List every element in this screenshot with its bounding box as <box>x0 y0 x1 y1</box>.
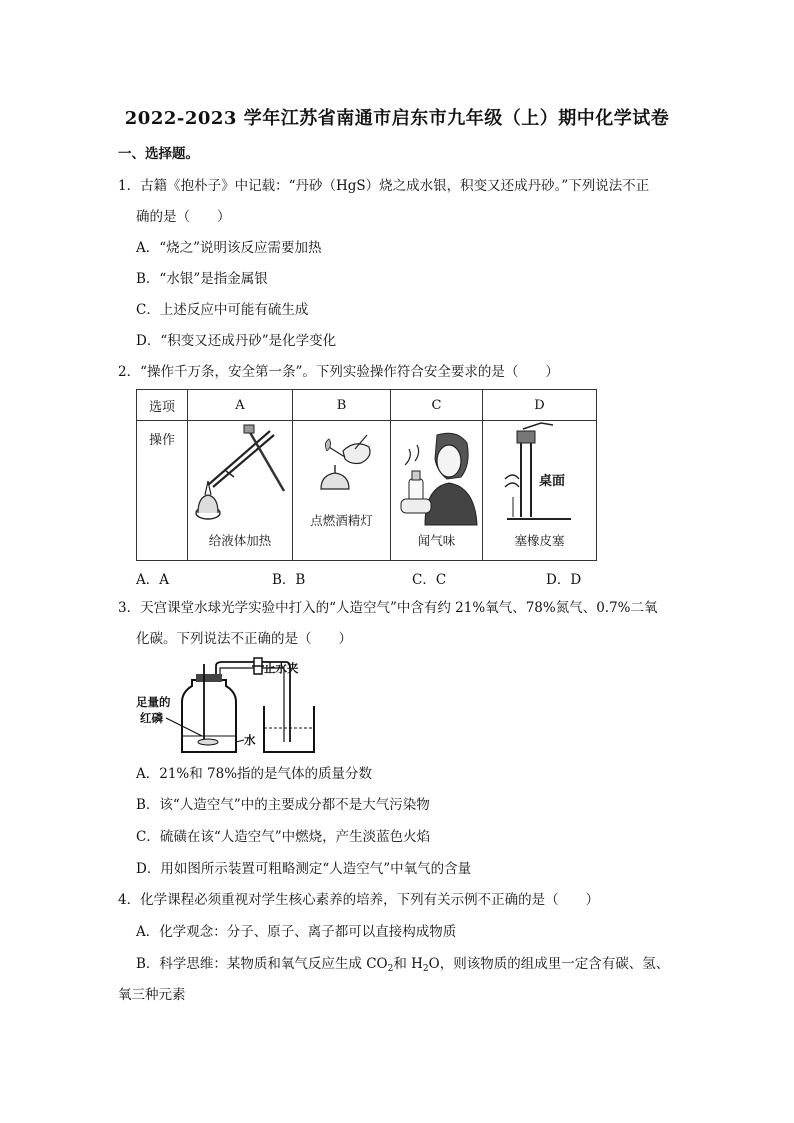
q1-option-c: C．上述反应中可能有硫生成 <box>136 302 309 318</box>
q2-choice-b: B．B <box>272 572 306 588</box>
q2-choice-d: D．D <box>546 572 582 588</box>
q2-stem: 2．“操作千万条，安全第一条”。下列实验操作符合安全要求的是（ ） <box>118 364 559 380</box>
phosphorus-label-line2: 红磷 <box>140 711 163 725</box>
caption-c: 闻气味 <box>417 533 456 548</box>
q4-subscript-1: 2 <box>387 964 394 974</box>
q4-option-b-continued: 氧三种元素 <box>118 987 186 1003</box>
caption-b: 点燃酒精灯 <box>310 513 373 528</box>
table-row-label: 操作 <box>137 421 188 561</box>
rubber-stopper-image <box>483 421 591 529</box>
q1-option-a: A．“烧之”说明该反应需要加热 <box>136 240 322 256</box>
q4-option-b-part3: O，则该物质的组成里一定含有碳、氢、 <box>428 956 670 972</box>
table-operation-row <box>137 421 597 561</box>
q2-choice-c: C．C <box>412 572 447 588</box>
q3-option-d: D．用如图所示装置可粗略测定“人造空气”中氧气的含量 <box>136 861 472 877</box>
clamp-label: 止水夹 <box>264 661 299 675</box>
q1-option-d: D．“积变又还成丹砂”是化学变化 <box>136 333 337 349</box>
smelling-gas-image <box>391 421 481 529</box>
q3-option-b: B．该“人造空气”中的主要成分都不是大气污染物 <box>136 797 430 813</box>
caption-d: 塞橡皮塞 <box>514 533 565 548</box>
q1-stem-line1: 1．古籍《抱朴子》中记载：“丹砂（HgS）烧之成水银，积变又还成丹砂。”下列说法不正 <box>118 178 650 194</box>
q4-subscript-2: 2 <box>422 964 429 974</box>
cell-c <box>391 421 483 561</box>
phosphorus-label-line1: 足量的 <box>136 695 171 709</box>
q3-option-a: A．21%和 78%指的是气体的质量分数 <box>136 766 373 782</box>
caption-a: 给液体加热 <box>208 533 272 548</box>
lighting-lamp-image <box>293 421 387 505</box>
table-header-c: C <box>391 390 483 421</box>
q4-option-b-part1: B．科学思维：某物质和氧气反应生成 CO <box>136 956 388 972</box>
table-header-label: 选项 <box>137 390 188 421</box>
q1-stem-line2: 确的是（ ） <box>136 209 231 225</box>
table-header-row <box>137 390 597 421</box>
cell-b <box>293 421 391 561</box>
table-header-b: B <box>293 390 391 421</box>
q3-stem-line2: 化碳。下列说法不正确的是（ ） <box>136 631 352 647</box>
q2-options-table <box>136 389 597 561</box>
section-heading: 一、选择题。 <box>118 146 199 162</box>
q4-option-b <box>136 954 669 979</box>
water-label: 水 <box>244 733 256 747</box>
heating-liquid-image <box>188 421 288 529</box>
exam-title: 2022-2023 学年江苏省南通市启东市九年级（上）期中化学试卷 <box>124 108 670 129</box>
q4-option-b-part2: 和 H <box>393 956 423 972</box>
table-header-a: A <box>188 390 293 421</box>
cell-a <box>188 421 293 561</box>
q4-option-a: A．化学观念：分子、原子、离子都可以直接构成物质 <box>136 924 457 940</box>
phosphorus-apparatus-image <box>136 656 336 758</box>
q4-stem: 4．化学课程必须重视对学生核心素养的培养，下列有关示例不正确的是（ ） <box>118 892 600 908</box>
q3-stem-line1: 3．天宫课堂水球光学实验中打入的“人造空气”中含有约 21%氧气、78%氮气、0.7%二氧 <box>118 600 658 616</box>
q1-option-b: B．“水银”是指金属银 <box>136 271 268 287</box>
desk-label: 桌面 <box>539 474 566 489</box>
q3-option-c: C．硫磺在该“人造空气”中燃烧，产生淡蓝色火焰 <box>136 829 431 845</box>
table-header-d: D <box>483 390 597 421</box>
q2-choice-a: A．A <box>136 572 169 588</box>
cell-d <box>483 421 597 561</box>
